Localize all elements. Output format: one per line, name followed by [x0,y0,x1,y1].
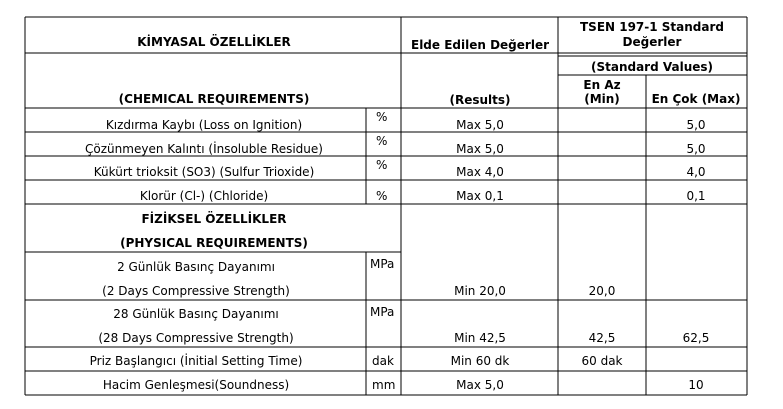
min-header-line1: En Az [583,78,621,92]
result-value: Min 20,0 [454,284,506,298]
unit: % [376,189,388,203]
max-value: 4,0 [686,165,706,179]
result-value: Max 5,0 [456,142,504,156]
max-value: 62,5 [682,331,710,345]
result-value: Max 4,0 [456,165,504,179]
property-name: Priz Başlangıcı (İnitial Setting Time) [89,354,303,368]
max-value: 0,1 [686,189,706,203]
max-header: En Çok (Max) [651,92,741,106]
min-value: 42,5 [588,331,616,345]
result-value: Max 5,0 [456,378,504,392]
property-name-tr: 2 Günlük Basınç Dayanımı [117,260,275,274]
unit: MPa [370,305,395,319]
unit: % [376,158,388,172]
min-value: 60 dak [581,354,623,368]
property-name: Kükürt trioksit (SO3) (Sulfur Trioxide) [93,165,315,179]
unit: % [376,110,388,124]
property-name-en: (2 Days Compressive Strength) [102,284,290,298]
unit: % [376,134,388,148]
physical-title-tr: FİZİKSEL ÖZELLİKLER [141,212,287,226]
standard-header-line1: TSEN 197-1 Standard [579,20,725,34]
result-value: Max 5,0 [456,118,504,132]
min-value: 20,0 [588,284,616,298]
unit: dak [372,354,394,368]
result-value: Max 0,1 [456,189,504,203]
property-name-en: (28 Days Compressive Strength) [98,331,294,345]
property-name-tr: 28 Günlük Basınç Dayanımı [113,307,279,321]
result-value: Min 42,5 [454,331,506,345]
max-value: 10 [688,378,704,392]
property-name: Çözünmeyen Kalıntı (İnsoluble Residue) [85,142,323,156]
max-value: 5,0 [686,142,706,156]
standard-header-en: (Standard Values) [590,60,714,74]
max-value: 5,0 [686,118,706,132]
standard-header-line2: Değerler [622,35,682,49]
min-header-line2: (Min) [584,92,620,106]
property-name: Hacim Genleşmesi(Soundness) [102,378,290,392]
unit: mm [372,378,396,392]
results-header-tr: Elde Edilen Değerler [410,38,550,52]
property-name: Klorür (Cl-) (Chloride) [139,189,269,203]
result-value: Min 60 dk [450,354,510,368]
results-header-en: (Results) [449,93,511,107]
unit: MPa [370,257,395,271]
chemical-title-tr: KİMYASAL ÖZELLİKLER [137,35,291,49]
physical-title-en: (PHYSICAL REQUIREMENTS) [120,236,308,250]
property-name: Kızdırma Kaybı (Loss on Ignition) [105,118,303,132]
chemical-title-en: (CHEMICAL REQUIREMENTS) [118,92,310,106]
